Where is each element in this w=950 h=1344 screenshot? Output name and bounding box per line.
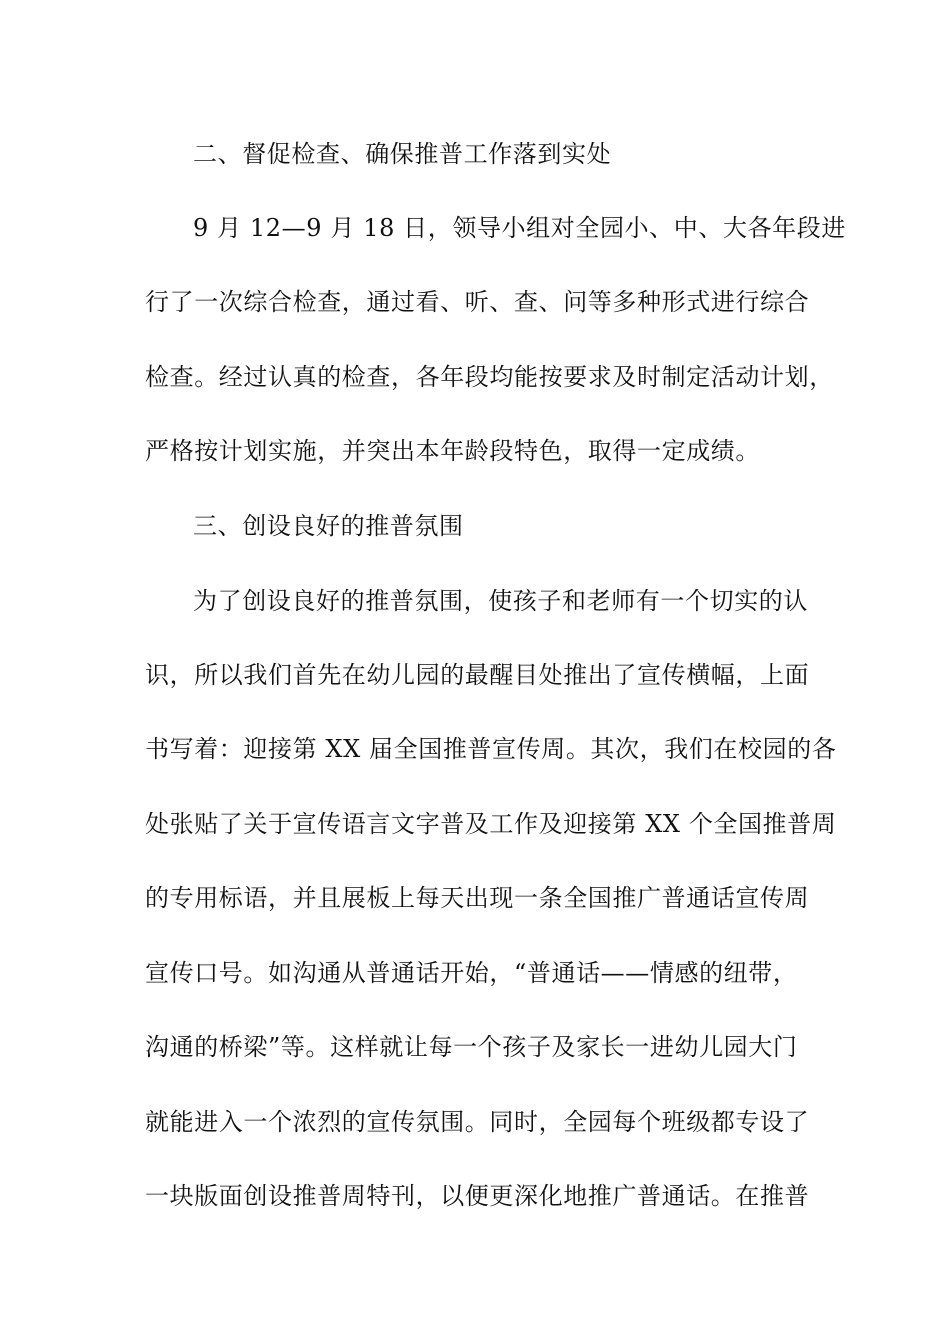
paragraph-line: 检查。经过认真的检查，各年段均能按要求及时制定活动计划， [145,363,834,391]
paragraph-line: 沟通的桥梁”等。这样就让每一个孩子及家长一进幼儿园大门 [145,1033,798,1061]
paragraph-line: 为了创设良好的推普氛围，使孩子和老师有一个切实的认 [193,587,808,615]
paragraph-line: 宣传口号。如沟通从普通话开始，“普通话——情感的纽带， [145,959,798,987]
paragraph-line: 行了一次综合检查，通过看、听、查、问等多种形式进行综合 [145,288,810,316]
section-heading-2: 二、督促检查、确保推普工作落到实处 [193,140,612,168]
paragraph-line: 识，所以我们首先在幼儿园的最醒目处推出了宣传横幅，上面 [145,661,810,689]
paragraph-line: 严格按计划实施，并突出本年龄段特色，取得一定成绩。 [145,437,760,465]
paragraph-line: 就能进入一个浓烈的宣传氛围。同时，全园每个班级都专设了 [145,1108,810,1136]
paragraph-line: 的专用标语，并且展板上每天出现一条全国推广普通话宣传周 [145,884,810,912]
section-heading-3: 三、创设良好的推普氛围 [193,512,464,540]
paragraph-line: 9 月 12—9 月 18 日，领导小组对全园小、中、大各年段进 [193,214,846,242]
paragraph-line: 书写着：迎接第 XX 届全国推普宣传周。其次，我们在校园的各 [145,735,837,763]
paragraph-line: 处张贴了关于宣传语言文字普及工作及迎接第 XX 个全国推普周 [145,810,837,838]
paragraph-line: 一块版面创设推普周特刊，以便更深化地推广普通话。在推普 [145,1182,810,1210]
